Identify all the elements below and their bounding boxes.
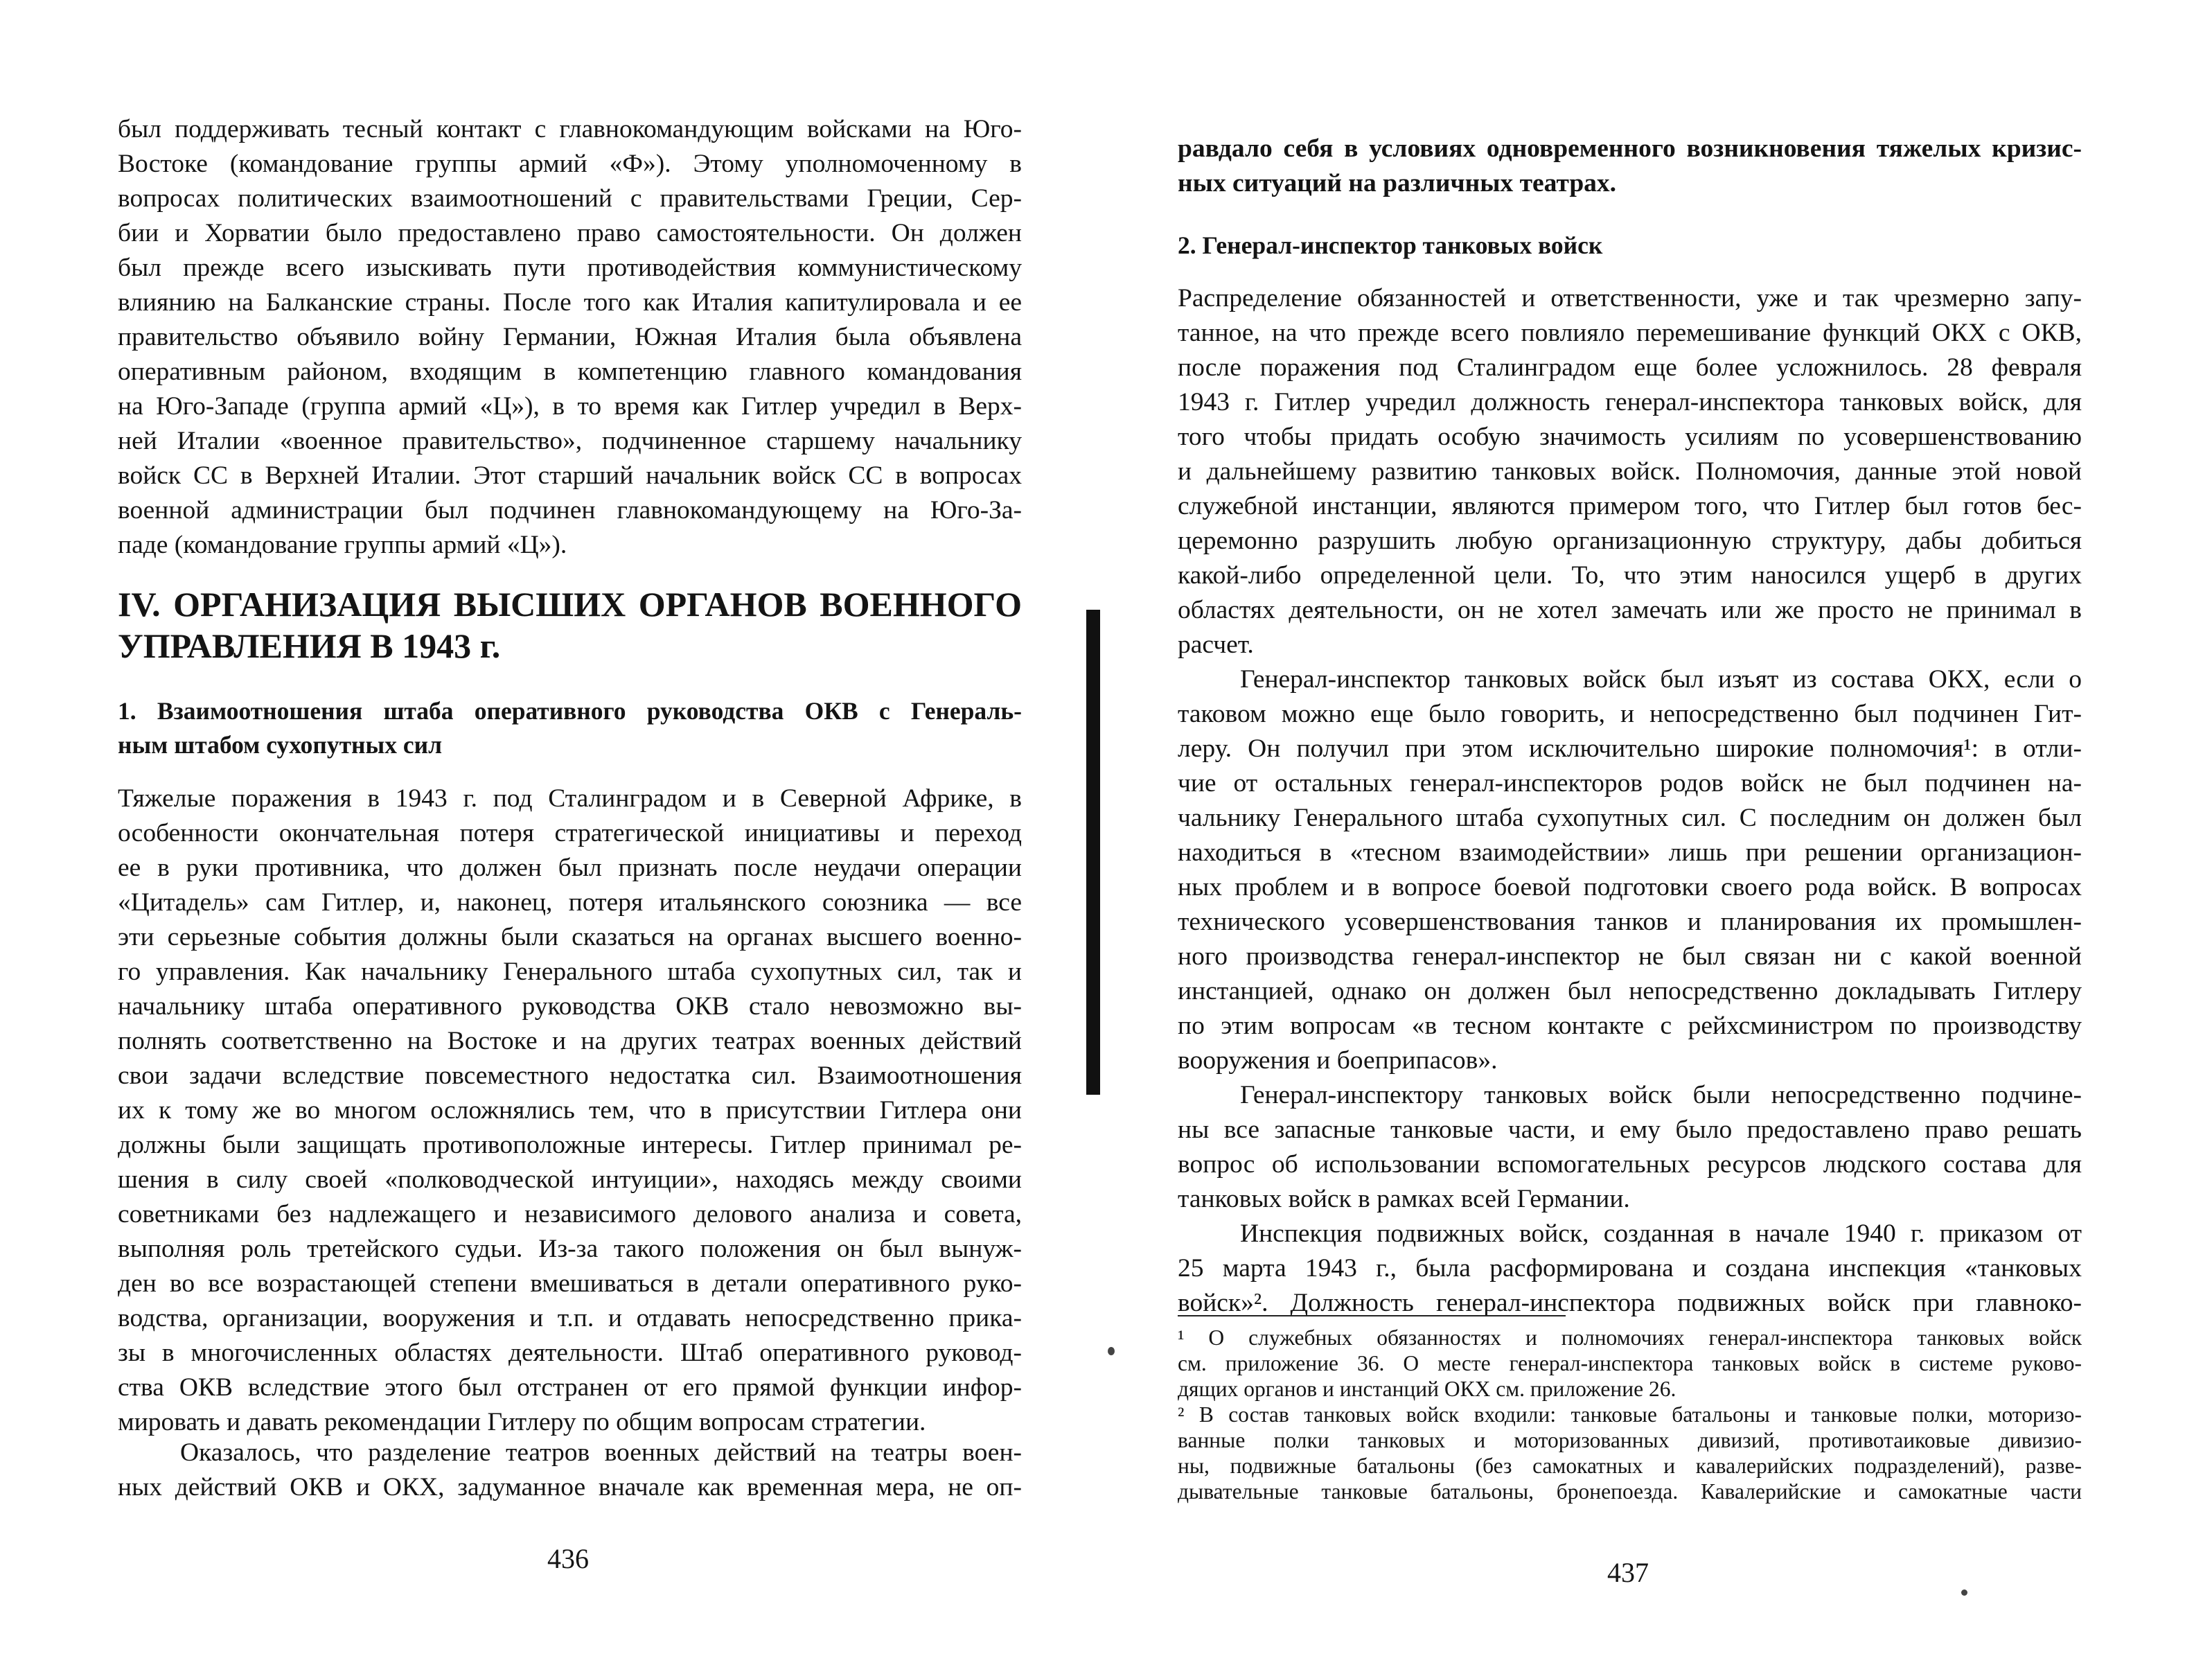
left-page (118, 0, 1022, 1674)
section-heading (1178, 229, 2082, 263)
text-line: правительство объявило войну Германии, Южная Италия была объявлена (118, 323, 1022, 351)
text-line: оперативным районом, входящим в компетенцию главного командования (118, 358, 1022, 386)
section-heading-line: 2. Генерал-инспектор танковых войск (1178, 231, 1603, 259)
text-line: вопросах политических взаимоотношений с правительствами Греции, Сер- (118, 184, 1022, 213)
text-line: и дальнейшему развитию танковых войск. Полномочия, данные этой новой (1178, 457, 2082, 486)
text-line: ны, подвижные батальоны (без самокатных и кавалерийских подразделений), разве- (1178, 1454, 2082, 1478)
text-line: ного производства генерал-инспектор не был связан ни с какой военной (1178, 942, 2082, 971)
right-page (1178, 0, 2082, 1674)
text-line: расчет. (1178, 631, 1254, 659)
opening-paragraph (118, 112, 1022, 563)
page-number: 436 (547, 1543, 589, 1574)
text-line: какой-либо определенной цели. То, что этим наносился ущерб в других (1178, 561, 2082, 590)
text-line: технического усовершенствования танков и планирования их промышлен- (1178, 908, 2082, 936)
text-line: 1943 г. Гитлер учредил должность генерал-инспектора танковых войск, для (1178, 388, 2082, 416)
body-paragraph (118, 782, 1022, 1440)
text-line: Востоке (командование группы армий «Ф»). Этому уполномоченному в (118, 150, 1022, 178)
text-line: дящих органов и инстанций ОКХ см. приложение 26. (1178, 1377, 1676, 1401)
text-line: бии и Хорватии было предоставлено право самостоятельности. Он должен (118, 219, 1022, 247)
text-line: их к тому же во многом осложнялись тем, что в присутствии Гитлера они (118, 1096, 1022, 1125)
paragraph-3 (1178, 1078, 2082, 1217)
text-line: особенности окончательная потеря стратегической инициативы и переход (118, 819, 1022, 847)
text-line: вооружения и боеприпасов». (1178, 1046, 1498, 1075)
paragraph-1 (1178, 281, 2082, 662)
text-line: начальнику штаба оперативного руководства ОКВ стало невозможно вы- (118, 992, 1022, 1021)
page-number: 437 (1607, 1557, 1649, 1588)
text-line: леру. Он получил при этом исключительно широкие полномочия¹: в отли- (1178, 734, 2082, 763)
text-line: свои задачи вследствие повсеместного недостатка сил. Взаимоотношения (118, 1061, 1022, 1090)
text-line: Оказалось, что разделение театров военных действий на театры воен- (180, 1438, 1022, 1467)
text-line: водства, организации, вооружения и т.п. и отдавать непосредственно прика- (118, 1304, 1022, 1332)
text-line: областях деятельности, он не хотел замечать или же просто не принимал в (1178, 596, 2082, 624)
text-line: паде (командование группы армий «Ц»). (118, 531, 567, 559)
text-line: служебной инстанции, являются примером того, что Гитлер был готов бес- (1178, 492, 2082, 520)
text-line: чальнику Генерального штаба сухопутных сил. С последним он должен был (1178, 804, 2082, 832)
text-line: советниками без надлежащего и независимого делового анализа и совета, (118, 1200, 1022, 1228)
footnote-2 (1178, 1402, 2082, 1504)
text-line: после поражения под Сталинградом еще более усложнилось. 28 февраля (1178, 353, 2082, 382)
chapter-heading (118, 583, 1022, 667)
text-line: полнять соответственно на Востоке и на других театрах военных действий (118, 1027, 1022, 1055)
text-line: дывательные танковые батальоны, бронепоезда. Кавалерийские и самокатные части (1178, 1479, 2082, 1504)
text-line: ных ситуаций на различных театрах. (1178, 169, 1617, 197)
text-line: Генерал-инспектору танковых войск были непосредственно подчине- (1240, 1081, 2082, 1109)
text-line: 1. Взаимоотношения штаба оперативного руководства ОКВ с Генераль- (118, 697, 1022, 725)
text-line: шения в силу своей «полководческой интуиции», находясь между своими (118, 1165, 1022, 1194)
text-line: находиться в «тесном взаимодействии» лишь при решении организацион- (1178, 838, 2082, 867)
text-line: ства ОКВ вследствие этого был отстранен от его прямой функции инфор- (118, 1373, 1022, 1402)
text-line: ным штабом сухопутных сил (118, 731, 442, 759)
text-line: по этим вопросам «в тесном контакте с рейхсминистром по производству (1178, 1012, 2082, 1040)
paragraph-2 (1178, 662, 2082, 1078)
text-line: танное, на что прежде всего повлияло перемешивание функций ОКХ с ОКВ, (1178, 319, 2082, 347)
text-line: ден во все возрастающей степени вмешиваться в детали оперативного руко- (118, 1269, 1022, 1298)
text-line: 25 марта 1943 г., была расформирована и создана инспекция «танковых (1178, 1254, 2082, 1283)
text-line: ных действий ОКВ и ОКХ, задуманное вначале как временная мера, не оп- (118, 1473, 1022, 1501)
text-line: танковых войск в рамках всей Германии. (1178, 1185, 1630, 1213)
text-line: выполняя роль третейского судьи. Из-за такого положения он был вынуж- (118, 1235, 1022, 1263)
text-line: чие от остальных генерал-инспекторов родов войск не был подчинен на- (1178, 769, 2082, 798)
text-line: ² В состав танковых войск входили: танковые батальоны и танковые полки, моторизо- (1178, 1402, 2082, 1427)
footnote-rule (1178, 1315, 1566, 1316)
text-line: войск»². Должность генерал-инспектора подвижных войск при главноко- (1178, 1289, 2082, 1317)
text-line: ней Италии «военное правительство», подчиненное старшему начальнику (118, 427, 1022, 455)
scan-speck (1108, 1347, 1115, 1355)
text-line: влиянию на Балканские страны. После того как Италия капитулировала и ее (118, 288, 1022, 317)
text-line: инстанцией, однако он должен был непосредственно докладывать Гитлеру (1178, 977, 2082, 1005)
text-line: ны все запасные танковые части, и ему было предоставлено право решать (1178, 1116, 2082, 1144)
text-line: Распределение обязанностей и ответственности, уже и так чрезмерно запу- (1178, 284, 2082, 312)
text-line: IV. ОРГАНИЗАЦИЯ ВЫСШИХ ОРГАНОВ ВОЕННОГО (118, 585, 1022, 624)
text-line: таковом можно еще было говорить, и непосредственно был подчинен Гит- (1178, 700, 2082, 728)
binding-shadow (1086, 610, 1100, 1095)
text-line: войск СС в Верхней Италии. Этот старший начальник войск СС в вопросах (118, 461, 1022, 490)
text-line: ных проблем и в вопросе боевой подготовки своего рода войск. В вопросах (1178, 873, 2082, 901)
text-line: го управления. Как начальнику Генерального штаба сухопутных сил, так и (118, 958, 1022, 986)
text-line: того чтобы придать особую значимость усилиям по усовершенствованию (1178, 423, 2082, 451)
text-line: на Юго-Западе (группа армий «Ц»), в то время как Гитлер учредил в Верх- (118, 392, 1022, 421)
text-line: Генерал-инспектор танковых войск был изъят из состава ОКХ, если о (1240, 665, 2082, 694)
text-line: военной администрации был подчинен главнокомандующему на Юго-За- (118, 496, 1022, 525)
text-line: см. приложение 36. О месте генерал-инспектора танковых войск в системе руково- (1178, 1351, 2082, 1375)
footnote-1 (1178, 1325, 2082, 1402)
text-line: УПРАВЛЕНИЯ В 1943 г. (118, 626, 501, 665)
text-line: ее в руки противника, что должен был признать после неудачи операции (118, 854, 1022, 882)
text-line: «Цитадель» сам Гитлер, и, наконец, потеря итальянского союзника — все (118, 888, 1022, 917)
text-line: ¹ О служебных обязанностях и полномочиях генерал-инспектора танковых войск (1178, 1325, 2082, 1350)
text-line: был прежде всего изыскивать пути противодействия коммунистическому (118, 254, 1022, 282)
text-line: Инспекция подвижных войск, созданная в начале 1940 г. приказом от (1240, 1219, 2082, 1248)
text-line: ванные полки танковых и моторизованных дивизий, противотаиковые дивизио- (1178, 1428, 2082, 1452)
text-line: зы в многочисленных областях деятельности. Штаб оперативного руковод- (118, 1339, 1022, 1367)
paragraph-4 (1178, 1217, 2082, 1321)
continuation-paragraph (1178, 132, 2082, 201)
text-line: мировать и давать рекомендации Гитлеру по общим вопросам стратегии. (118, 1408, 926, 1436)
text-line: был поддерживать тесный контакт с главнокомандующим войсками на Юго- (118, 115, 1022, 143)
section-heading (118, 694, 1022, 762)
closing-paragraph (118, 1436, 1022, 1505)
text-line: церемонно разрушить любую организационную структуру, дабы добиться (1178, 527, 2082, 555)
text-line: эти серьезные события должны были сказаться на органах высшего военно- (118, 923, 1022, 951)
text-line: Тяжелые поражения в 1943 г. под Сталинградом и в Северной Африке, в (118, 784, 1022, 813)
text-line: должны были защищать противоположные интересы. Гитлер принимал ре- (118, 1131, 1022, 1159)
text-line: равдало себя в условиях одновременного возникновения тяжелых кризис- (1178, 134, 2082, 163)
text-line: вопрос об использовании вспомогательных ресурсов людского состава для (1178, 1150, 2082, 1179)
